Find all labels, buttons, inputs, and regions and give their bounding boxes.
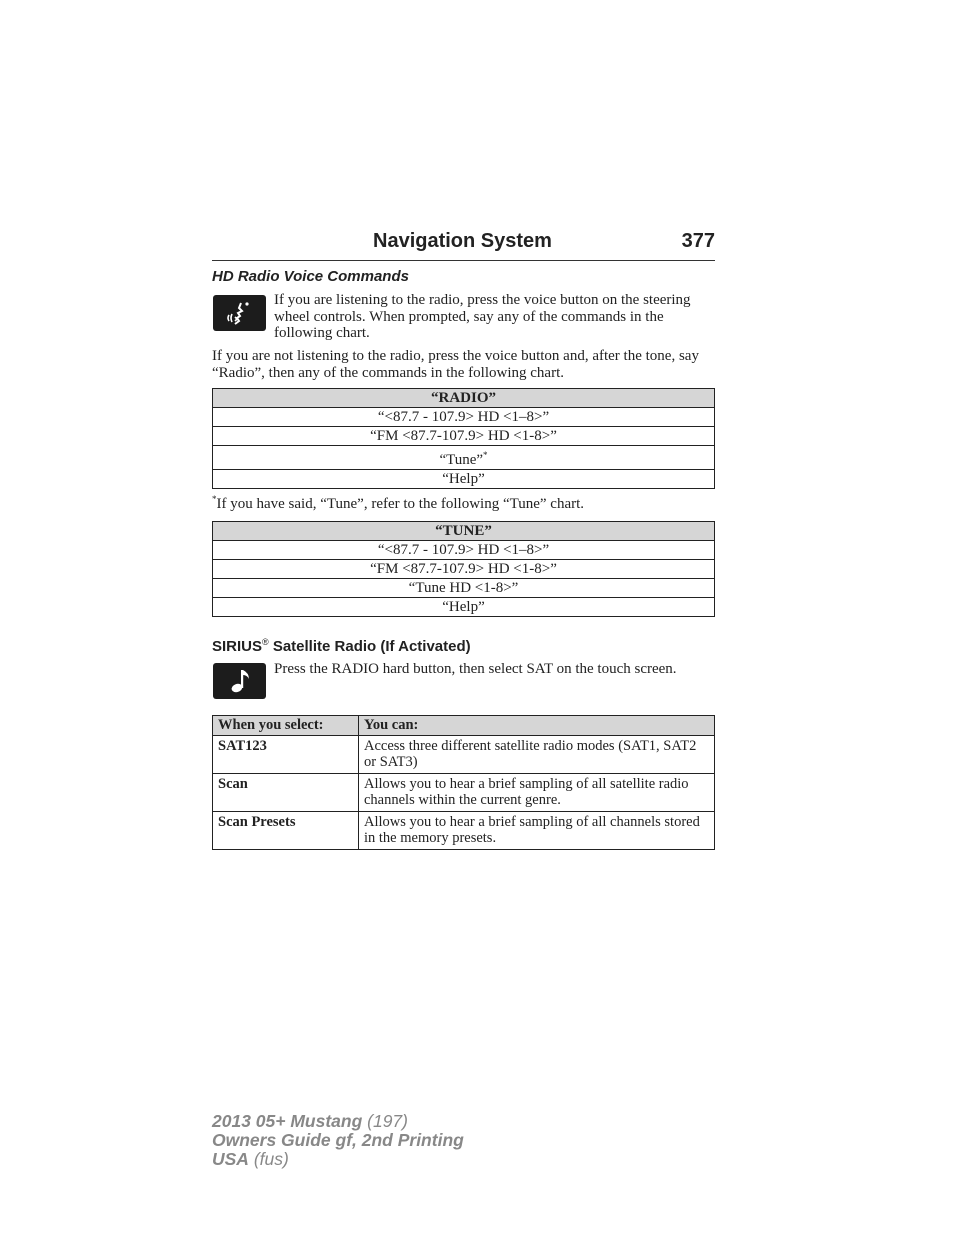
footer-model: 2013 05+ Mustang (212, 1111, 363, 1131)
table-row: “<87.7 - 107.9> HD <1–8>” (213, 408, 715, 427)
hd-radio-paragraph: If you are not listening to the radio, press the voice button and, after the tone, say “Radio”, then any of the commands in the following chart. (212, 348, 699, 381)
table-row (213, 735, 715, 773)
section-title: Navigation System (373, 230, 552, 252)
footer-guide: Owners Guide gf, 2nd Printing (212, 1130, 464, 1150)
option-description: Access three different satellite radio modes (SAT1, SAT2 or SAT3) (359, 735, 715, 773)
page-header (212, 228, 715, 261)
page-footer (212, 1112, 464, 1169)
select-option: SAT123 (213, 735, 359, 773)
radio-table-header: “RADIO” (213, 389, 715, 408)
sirius-heading-rest: Satellite Radio (If Activated) (268, 638, 471, 655)
hd-radio-intro: If you are listening to the radio, press the voice button on the steering wheel controls. When prompted, say any of the commands in the following chart. (274, 292, 691, 341)
hd-radio-heading: HD Radio Voice Commands (212, 268, 409, 285)
option-description: Allows you to hear a brief sampling of all channels stored in the memory presets. (359, 811, 715, 849)
footnote (212, 494, 584, 513)
select-option: Scan (213, 773, 359, 811)
satellite-select-table (212, 715, 715, 850)
footer-region-code: (fus) (248, 1149, 289, 1169)
column-header: When you select: (213, 716, 359, 736)
footnote-marker: * (212, 494, 217, 504)
footer-region: USA (212, 1149, 249, 1169)
tune-table-header: “TUNE” (213, 522, 715, 541)
tune-command: “Tune” (439, 452, 484, 468)
column-header: You can: (359, 716, 715, 736)
registered-mark: ® (262, 637, 269, 647)
footnote-marker: * (483, 450, 488, 460)
table-row: “FM <87.7-107.9> HD <1-8>” (213, 427, 715, 446)
tune-commands-table (212, 521, 715, 617)
table-row: “<87.7 - 107.9> HD <1–8>” (213, 541, 715, 560)
table-row: “FM <87.7-107.9> HD <1-8>” (213, 560, 715, 579)
radio-commands-table (212, 388, 715, 489)
music-note-icon (213, 663, 266, 699)
sirius-heading (212, 637, 471, 655)
table-row: “Help” (213, 598, 715, 617)
footnote-text: If you have said, “Tune”, refer to the following “Tune” chart. (216, 496, 585, 512)
table-row (213, 773, 715, 811)
table-row: “Help” (213, 470, 715, 489)
table-row (213, 446, 715, 470)
table-row: “Tune HD <1-8>” (213, 579, 715, 598)
table-row (213, 811, 715, 849)
option-description: Allows you to hear a brief sampling of all satellite radio channels within the current genre. (359, 773, 715, 811)
voice-icon (213, 295, 266, 331)
footer-model-code: (197) (362, 1111, 408, 1131)
page-number: 377 (681, 230, 715, 252)
sirius-heading-main: SIRIUS (212, 638, 263, 655)
sirius-intro: Press the RADIO hard button, then select SAT on the touch screen. (274, 661, 677, 677)
select-option: Scan Presets (213, 811, 359, 849)
